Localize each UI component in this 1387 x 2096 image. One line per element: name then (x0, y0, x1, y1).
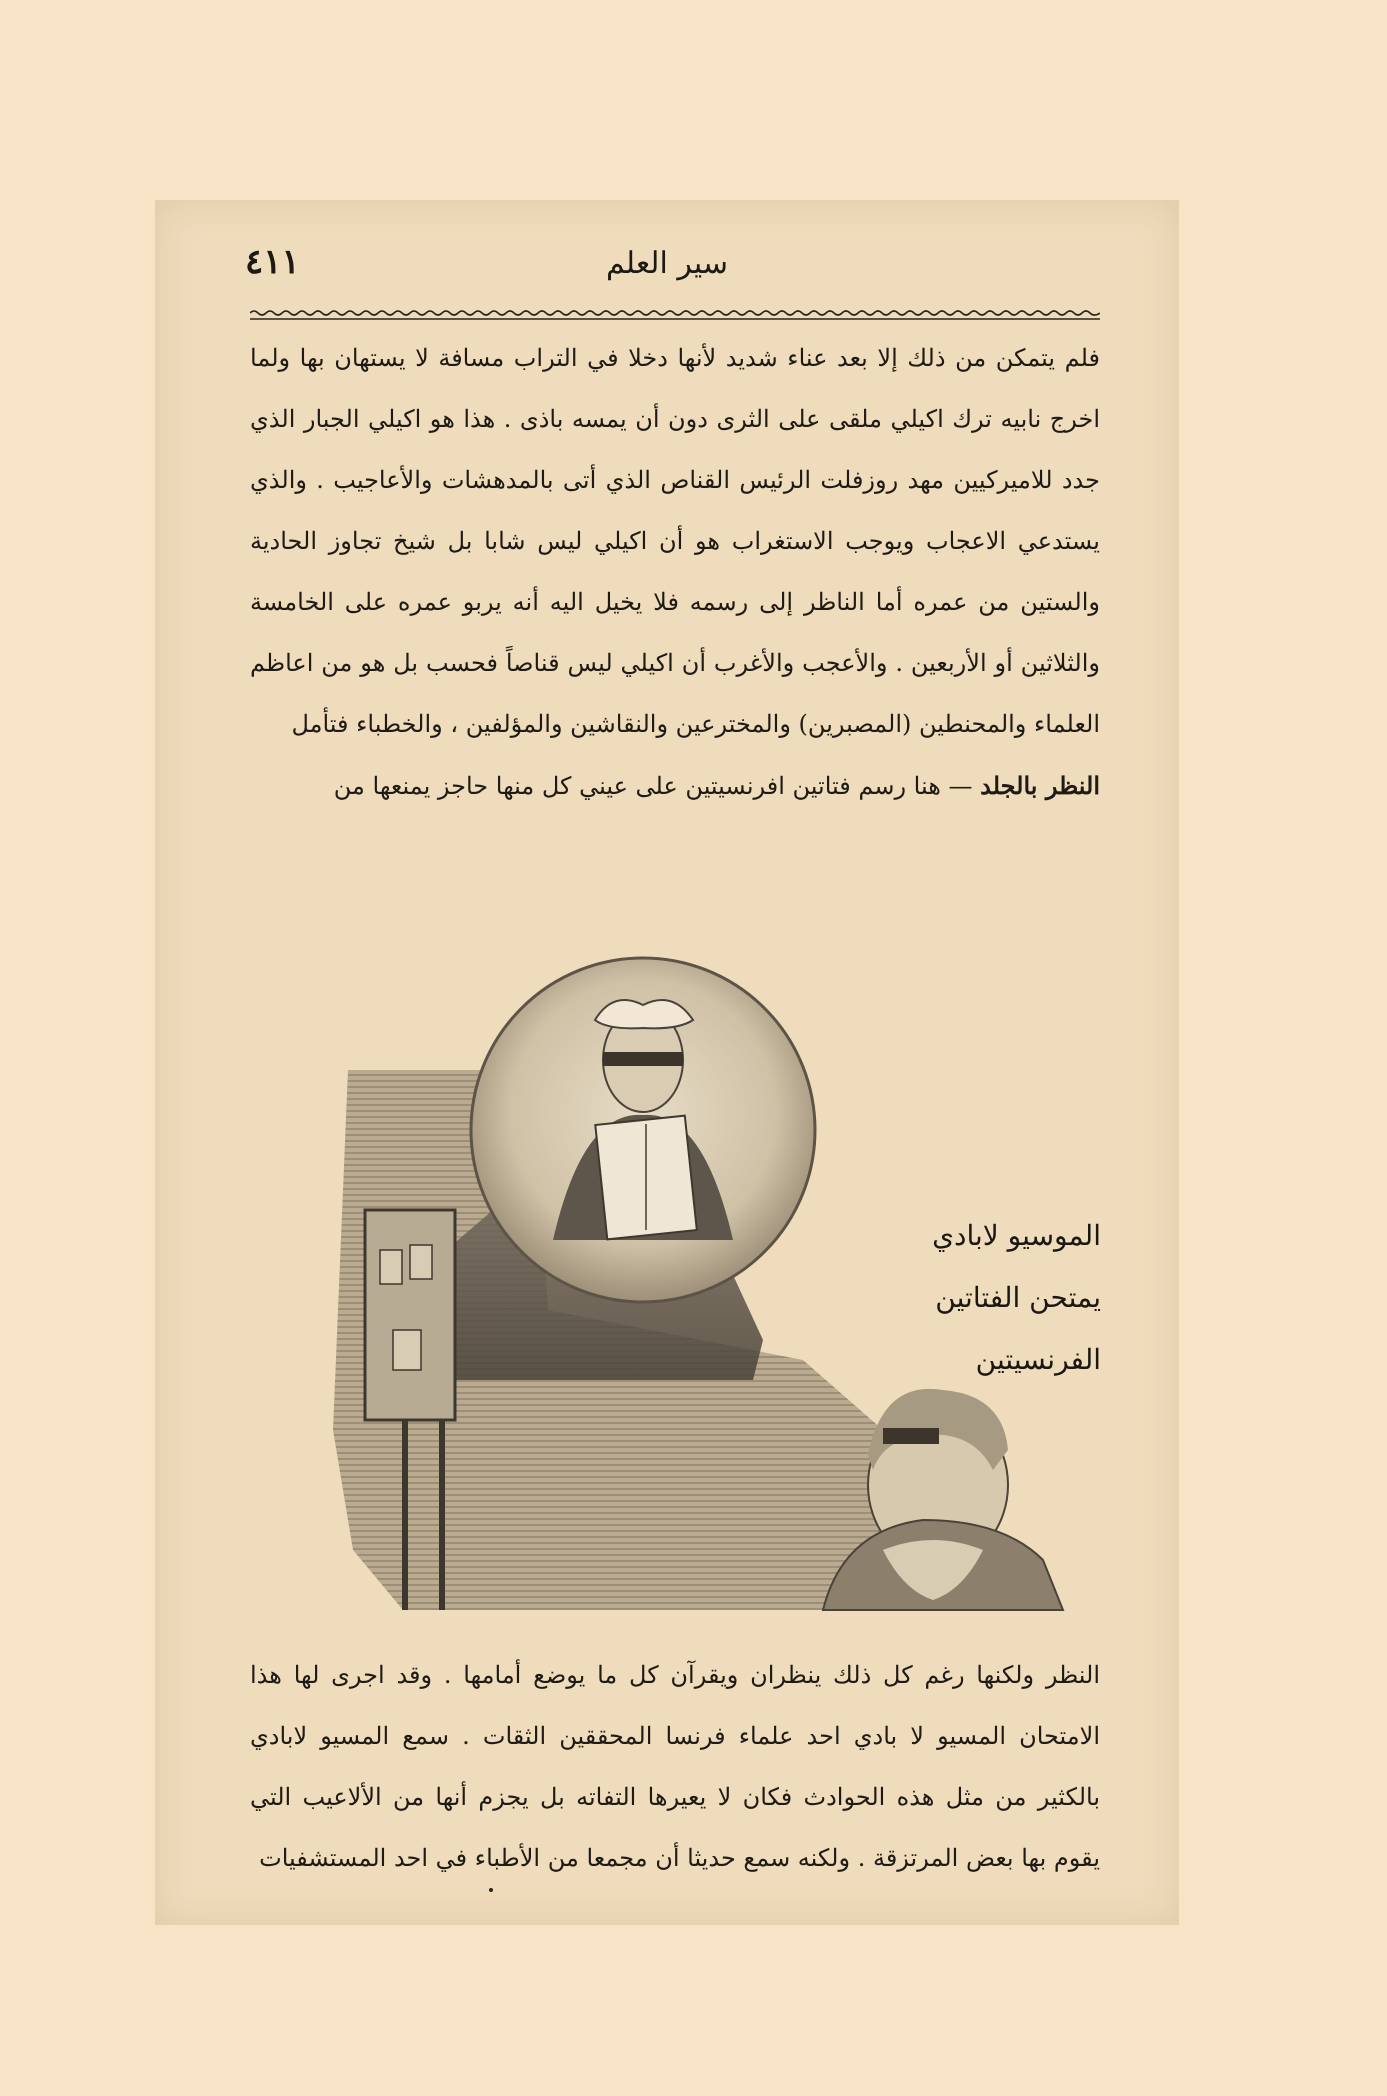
article-body-top (250, 328, 1100, 817)
page-header (245, 242, 1089, 312)
running-title: سير العلم (605, 246, 729, 281)
section-text: — هنا رسم فتاتين افرنسيتين على عيني كل منها حاجز يمنعها من (333, 772, 981, 800)
header-rule (250, 308, 1100, 322)
caption-line: الفرنسيتين (975, 1343, 1101, 1376)
ink-dot (489, 1888, 493, 1892)
caption-line: الموسيو لابادي (932, 1219, 1101, 1252)
caption-line: يمتحن الفتاتين (935, 1281, 1101, 1314)
scanned-page (155, 200, 1179, 1925)
photo-figure (283, 910, 1163, 1620)
page-number: ٤١١ (245, 242, 300, 282)
section-lead: النظر بالجلد (980, 771, 1100, 800)
article-top-text: فلم يتمكن من ذلك إلا بعد عناء شديد لأنها دخلا في التراب مسافة لا يستهان بها ولما اخرج نابيه ترك اكيلي ملقى على الثرى دون أن يمسه باذى . هذا هو اكيلي الجبار الذي جدد للاميركيين مهد روزفلت الرئيس القناص الذي أتى بالمدهشات والأعاجيب . والذي يستدعي الاعجاب ويوجب الاستغراب هو أن اكيلي ليس شابا بل شيخ تجاوز الحادية والستين من عمره أما الناظر إلى رسمه فلا يخيل اليه أنه يربو عمره على الخامسة والثلاثين أو الأربعين . والأعجب والأغرب أن اكيلي ليس قناصاً فحسب بل هو من اعاظم العلماء والمحنطين (المصبرين) والمخترعين والنقاشين والمؤلفين ، والخطباء فتأمل (250, 344, 1100, 738)
section-paragraph (250, 755, 1100, 817)
article-body-bottom: النظر ولكنها رغم كل ذلك ينظران ويقرآن كل ما يوضع أمامها . وقد اجرى لها هذا الامتحان المسيو لا بادي احد علماء فرنسا المحققين الثقات . سمع المسيو لابادي بالكثير من مثل هذه الحوادث فكان لا يعيرها التفاته بل يجزم أنها من الألاعيب التي يقوم بها بعض المرتزقة . ولكنه سمع حديثا أن مجمعا من الأطباء في احد المستشفيات (250, 1661, 1100, 1872)
figure-caption (932, 1205, 1101, 1391)
